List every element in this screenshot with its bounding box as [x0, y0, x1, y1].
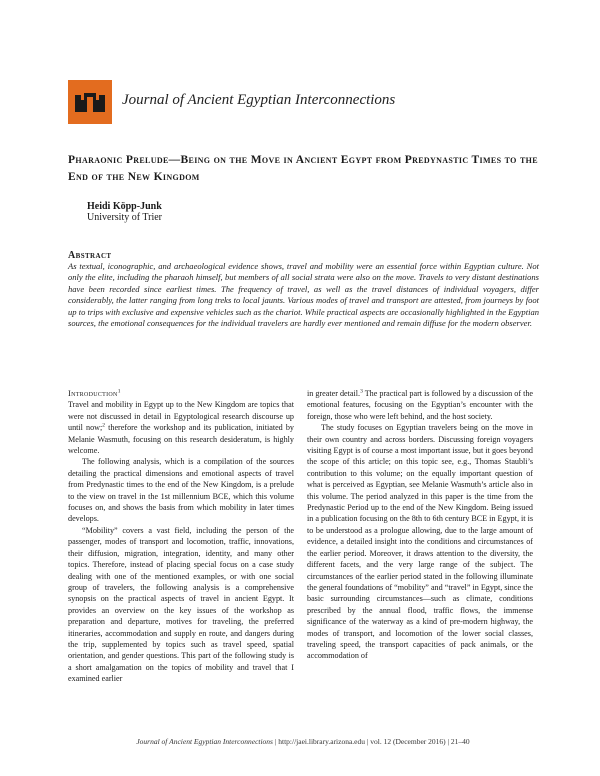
footer-citation: | http://jaei.library.arizona.edu | vol. 12 (December 2016) | 21–40	[272, 737, 470, 746]
section-heading	[68, 388, 294, 399]
paragraph	[68, 399, 294, 456]
journal-logo	[68, 80, 112, 124]
paragraph-text: Travel and mobility in Egypt up to the New Kingdom are topics that were not discussed in detail in Egyptological research discourse up until now;	[68, 400, 294, 433]
article-title: Pharaonic Prelude—Being on the Move in Ancient Egypt from Predynastic Times to the End of the New Kingdom	[68, 154, 538, 183]
abstract-heading: Abstract	[68, 250, 112, 261]
body-column-left	[68, 388, 294, 685]
footnote-marker: 3	[360, 388, 363, 395]
footnote-marker: 1	[117, 388, 121, 395]
paragraph: The study focuses on Egyptian travelers being on the move in their own country and across borders. Discussing foreign voyagers visiting Egypt is of course a most important issue, but it goes beyond the scope of this article; on this topic see, e.g., Thomas Staubli’s contribution to this volume; on the equally important question of what is perceived as Egyptian, see Melanie Wasmuth’s article also in this volume. The period analyzed in this paper is the time from the Predynastic Period up to the end of the New Kingdom. Being issued in a publication focusing on the 8th to 6th century BCE in Egypt, it is to be understood as a prologue allowing, due to the large amount of evidence, a detailed insight into the conditions and circumstances of the earlier period. Moreover, it draws attention to the diversity, the different facets, and the very large range of the subject. The circumstances of the earlier period stated in the following illuminate the general foundations of “mobility” and “travel” in Egypt, since the basic surrounding circumstances—such as climate, conditions prescribed by the annual flood, traffic flows, the immense significance of the waterway as a kind of pre-modern highway, the modes of transport, and locomotion of the lower social classes, traveling speed, the transport capacities of pack animals, or the accommodation of	[307, 423, 533, 661]
paragraph: The following analysis, which is a compilation of the sources detailing the practical dimensions and emotional aspects of travel from Predynastic times to the end of the New Kingdom, is a prelude to the view on travel in the 1st millennium BCE, which this volume focuses on, and shows the basis from which mobility in later times develops.	[68, 457, 294, 524]
page-footer	[68, 737, 538, 746]
footnote-marker: 2	[102, 422, 106, 429]
abstract-text: As textual, iconographic, and archaeological evidence shows, travel and mobility were an essential force within Egyptian culture. Not only the elite, including the pharaoh himself, but members of all social strata were also on the move. Travels to very distant destinations have been recorded since earliest times. The frequency of travel, as well as the travel distances of individual voyagers, differ considerably, the latter ranging from long treks to local jaunts. Various modes of travel and transport are attested, from journeys by foot up to trips with exclusive and expensive vehicles such as the chariot. While practical aspects are occasionally highlighted in the Egyptian sources, the emotional consequences for the individual travelers are hardly ever mentioned and remain diffuse for the modern observer.	[68, 261, 539, 329]
footer-journal: Journal of Ancient Egyptian Interconnections	[136, 737, 273, 746]
paragraph-text: The practical part is followed by a discussion of the emotional features, focusing on the Egyptian’s encounter with the foreign, those who were left behind, and the host society.	[307, 389, 533, 421]
paragraph	[307, 388, 533, 422]
paragraph-text: therefore the workshop and its publication, initiated by Melanie Wasmuth, focusing on this research desideratum, is highly welcome.	[68, 423, 294, 456]
body-column-right	[307, 388, 533, 662]
journal-title: Journal of Ancient Egyptian Interconnections	[122, 92, 396, 108]
author-name: Heidi Köpp-Junk	[87, 201, 162, 212]
paragraph-text: in greater detail.	[307, 389, 361, 398]
author-affiliation: University of Trier	[87, 212, 162, 223]
crown-icon	[74, 91, 106, 113]
paragraph: “Mobility” covers a vast field, including the person of the passenger, modes of transport and locomotion, traffic, innovations, their diffusion, migration, integration, identity, and many other topics. Therefore, instead of placing special focus on a case study dealing with one of the mentioned examples, or with one social group of travelers, the following analysis is a comprehensive synopsis on the practical aspects of travel in ancient Egypt. It provides an overview on the key issues of the workshop as preparation and departure, motives for traveling, the preferred itineraries, accommodation and supply en route, and dangers during the trip, supplemented by topics such as travel speed, spatial orientation, and gender questions. This part of the following study is a short amalgamation on the topics of mobility and travel that I examined earlier	[68, 525, 294, 684]
intro-heading: Introduction	[68, 389, 118, 398]
